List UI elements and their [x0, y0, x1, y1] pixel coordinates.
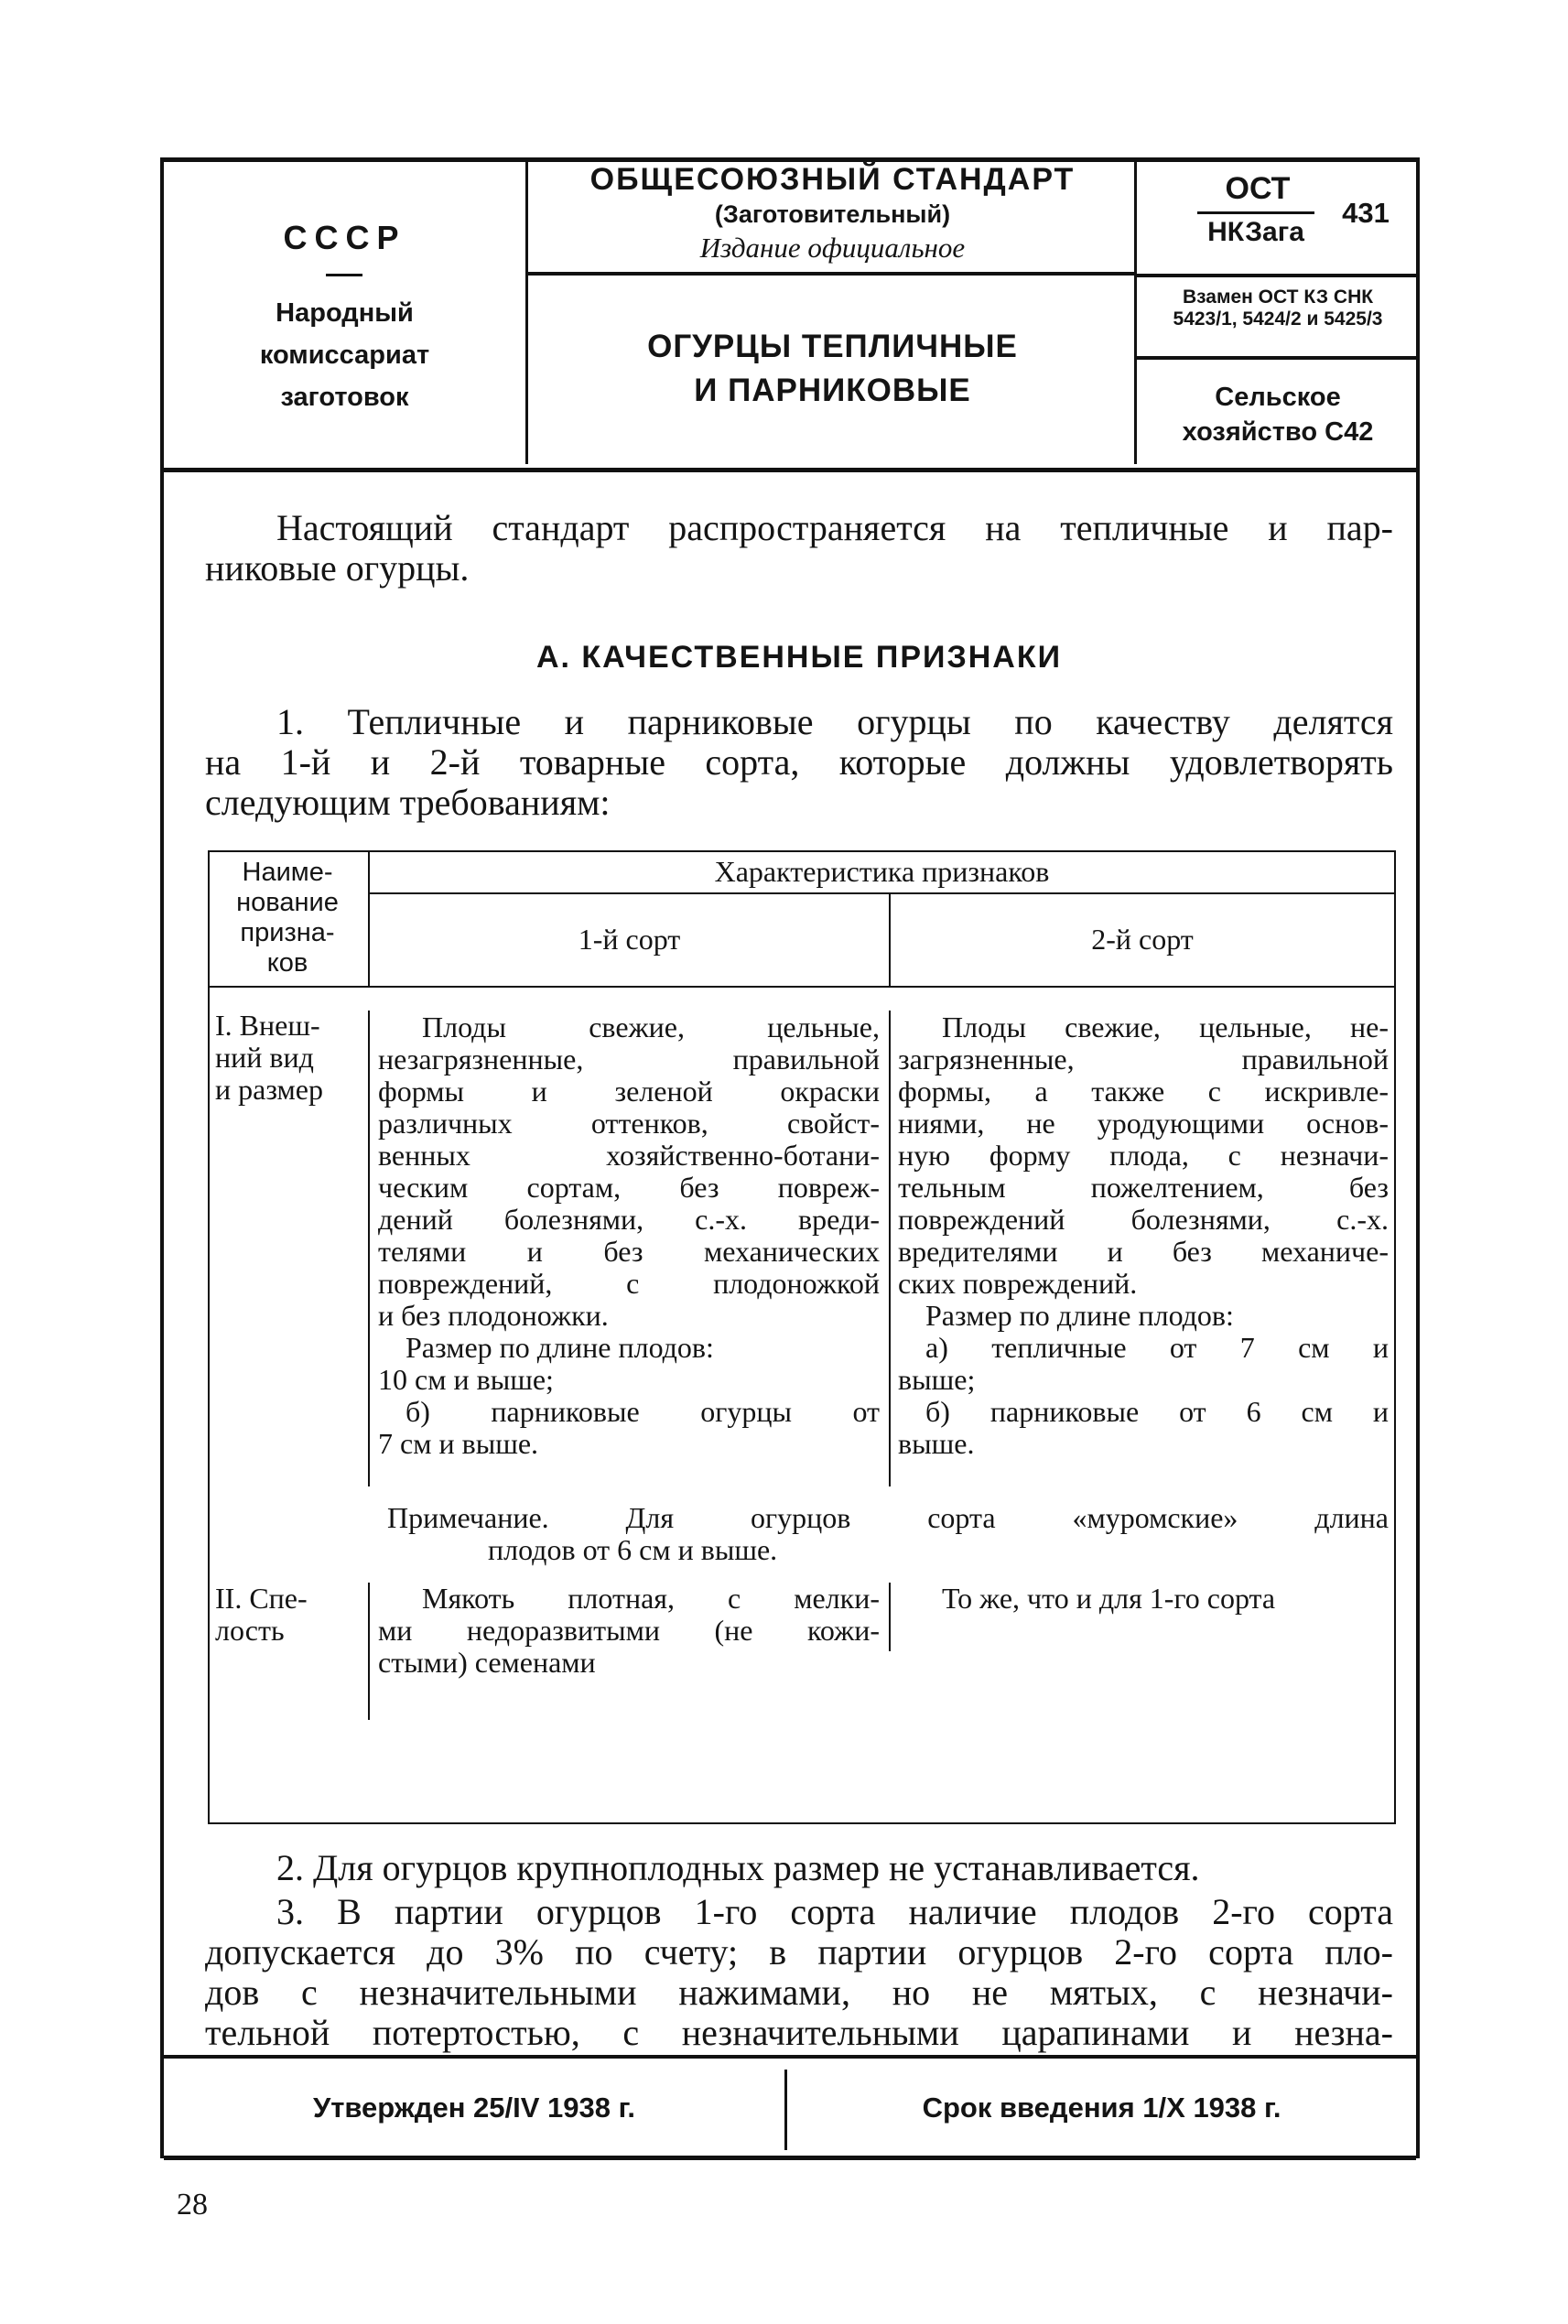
paragraph-1: 1. Тепличные и парниковые огурцы по качеству делятся на 1-й и 2-й товарные сорта, которые должны удовлетворять следующим требованиям:: [205, 701, 1393, 823]
ost-fraction-line: [1197, 211, 1314, 214]
replaces-label: Взамен ОСТ КЗ СНК 5423/1, 5424/2 и 5425/3: [1173, 286, 1383, 330]
edition-label: Издание официальное: [699, 232, 966, 264]
ost-number: 431: [1342, 197, 1390, 229]
code-cell: [1134, 162, 1419, 464]
header-bottom-rule: [164, 468, 1416, 472]
standard-header: [164, 162, 1416, 464]
ost-label: ОСТ: [1225, 171, 1291, 206]
page-number: 28: [177, 2188, 208, 2221]
column-header-grade-2: 2-й сорт: [1091, 923, 1194, 956]
row-appearance-name: I. Внеш- ний вид и размер: [215, 1009, 323, 1106]
standard-frame: [160, 157, 1420, 2158]
code-divider-bottom: [1137, 356, 1419, 360]
row-ripeness-grade-2: То же, что и для 1-го сорта: [942, 1582, 1276, 1615]
row-appearance-grade-2: Плоды свежие, цельные, не- загрязненные, правильной формы, а также с искривле- ниями, не уродующими основ- ную форму плода, с незначи- тельным пожелтением, без повреждений болезнями, с.-х. вредителями и без механиче- ских повреждений. Размер по длине плодов: а) тепличные от 7 см и выше; б) парниковые от 6 см и выше.: [898, 1011, 1389, 1460]
title-divider: [528, 272, 1137, 276]
category-label: Сельское хозяйство С42: [1182, 383, 1374, 447]
row-ripeness-name: II. Спе- лость: [215, 1582, 308, 1647]
commissariat-label: Народный комиссариат заготовок: [259, 298, 430, 412]
ost-agency: НКЗага: [1207, 217, 1304, 247]
intro-paragraph: Настоящий стандарт распространяется на тепличные и пар- никовые огурцы.: [205, 507, 1393, 589]
country-dash: [326, 274, 362, 276]
column-header-grade-1: 1-й сорт: [578, 923, 681, 956]
product-title: ОГУРЦЫ ТЕПЛИЧНЫЕ И ПАРНИКОВЫЕ: [647, 329, 1018, 408]
paragraph-2: 2. Для огурцов крупноплодных размер не устанавливается.: [276, 1847, 1200, 1888]
footer-bottom-rule: [164, 2156, 1416, 2160]
country-label: СССР: [283, 219, 406, 256]
issuer-cell: [164, 162, 525, 464]
quality-table: [208, 850, 1396, 1824]
section-heading: А. КАЧЕСТВЕННЫЕ ПРИЗНАКИ: [535, 640, 1063, 675]
standard-title: ОБЩЕСОЮЗНЫЙ СТАНДАРТ: [589, 162, 1076, 197]
column-header-characteristics: Характеристика признаков: [714, 855, 1050, 888]
approved-date: Утвержден 25/IV 1938 г.: [312, 2092, 636, 2124]
title-cell: [525, 162, 1137, 464]
standard-subtitle: (Заготовительный): [714, 200, 951, 228]
paragraph-3: 3. В партии огурцов 1-го сорта наличие плодов 2-го сорта допускается до 3% по счету; в партии огурцов 2-го сорта пло- дов с незначительными нажимами, но не мятых, с незначи- тельной потертостью, с незначительными царапинами и незна-: [205, 1891, 1393, 2053]
footer-top-rule: [164, 2055, 1416, 2059]
code-divider-top: [1137, 274, 1419, 277]
row-appearance-grade-1: Плоды свежие, цельные, незагрязненные, правильной формы и зеленой окраски различных оттенков, свойст- венных хозяйственно-ботани- ческим сортам, без повреж- дений болезнями, с.-х. вреди- телями и без механических повреждений, с плодоножкой и без плодоножки. Размер по длине плодов: 10 см и выше; б) парниковые огурцы от 7 см и выше.: [378, 1011, 880, 1460]
column-header-name: Наиме- нование призна- ков: [236, 858, 339, 978]
row-ripeness-grade-1: Мякоть плотная, с мелки- ми недоразвитыми (не кожи- стыми) семенами: [378, 1582, 880, 1679]
effective-date: Срок введения 1/X 1938 г.: [922, 2092, 1281, 2124]
table-note: Примечание. Для огурцов сорта «муромские» длина плодов от 6 см и выше.: [387, 1501, 1389, 1566]
